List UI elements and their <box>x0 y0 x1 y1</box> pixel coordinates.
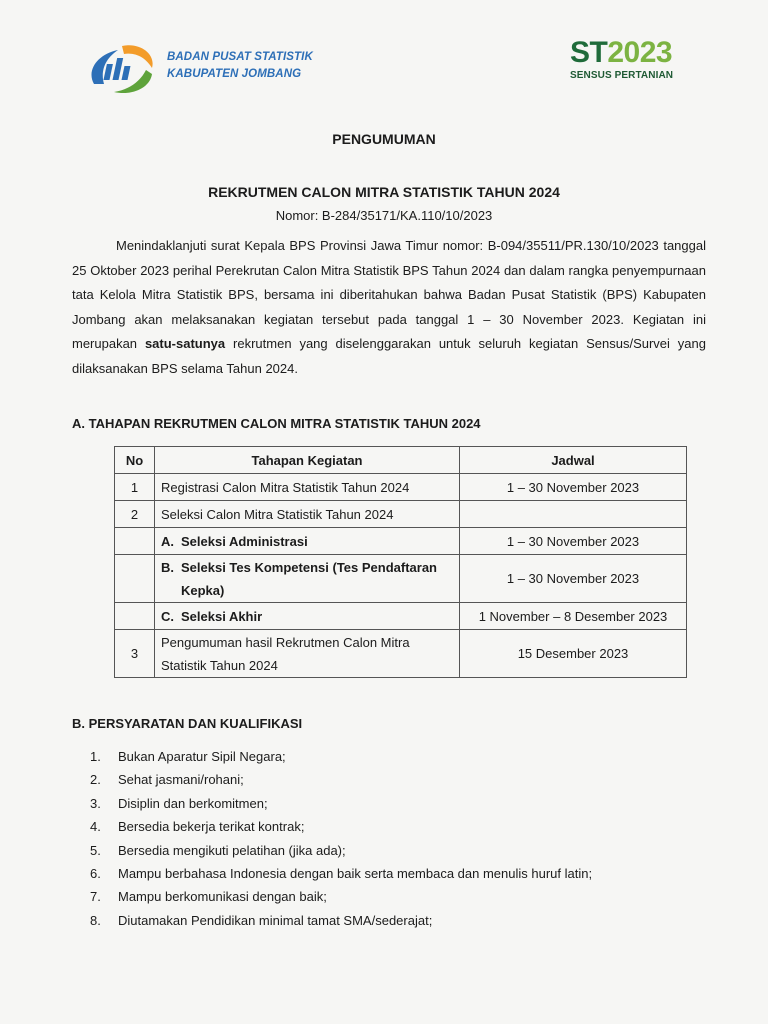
st2023-subtitle: SENSUS PERTANIAN <box>570 70 674 81</box>
letter-number: Nomor: B-284/35171/KA.110/10/2023 <box>275 208 493 223</box>
row-kegiatan: Pengumuman hasil Rekrutmen Calon Mitra Statistik Tahun 2024 <box>155 630 460 678</box>
intro-text-after: rekrutmen yang diselenggarakan untuk seluruh kegiatan Sensus/Survei yang dilaksanakan BPS selama Tahun 2024. <box>72 336 706 376</box>
row-no <box>115 528 155 555</box>
requirements-list <box>90 745 592 932</box>
table-row <box>115 630 687 678</box>
bps-name-line1: BADAN PUSAT STATISTIK <box>167 51 313 63</box>
list-item: 2. Sehat jasmani/rohani; <box>90 772 244 788</box>
column-header-kegiatan: Tahapan Kegiatan <box>155 447 460 474</box>
row-kegiatan: B. Seleksi Tes Kompetensi (Tes Pendaftaran Kepka) <box>155 555 460 603</box>
table-row <box>115 603 687 630</box>
row-no: 3 <box>115 630 155 678</box>
table-row <box>115 528 687 555</box>
row-jadwal <box>460 501 687 528</box>
bps-logo-icon <box>88 40 158 96</box>
list-item: 5. Bersedia mengikuti pelatihan (jika ada); <box>90 842 346 858</box>
row-jadwal: 1 – 30 November 2023 <box>460 474 687 501</box>
list-item: 1. Bukan Aparatur Sipil Negara; <box>90 749 286 764</box>
column-header-no: No <box>115 447 155 474</box>
list-item: 4. Bersedia bekerja terikat kontrak; <box>90 819 305 835</box>
intro-paragraph <box>72 234 706 382</box>
row-no: 1 <box>115 474 155 501</box>
st2023-wordmark: ST2023 <box>570 36 673 69</box>
row-kegiatan: Seleksi Calon Mitra Statistik Tahun 2024 <box>155 501 460 528</box>
announcement-subtitle: REKRUTMEN CALON MITRA STATISTIK TAHUN 2024 <box>208 184 560 200</box>
intro-emphasis: satu-satunya <box>144 336 226 352</box>
section-b-title: B. PERSYARATAN DAN KUALIFIKASI <box>72 716 303 731</box>
row-kegiatan: C. Seleksi Akhir <box>155 603 460 630</box>
table-row <box>115 501 687 528</box>
row-jadwal: 1 – 30 November 2023 <box>460 528 687 555</box>
row-kegiatan: A. Seleksi Administrasi <box>155 528 460 555</box>
schedule-table <box>114 446 687 678</box>
intro-text-before: Menindaklanjuti surat Kepala BPS Provinsi Jawa Timur nomor: B-094/35511/PR.130/10/2023 tanggal 25 Oktober 2023 perihal Perekrutan Calon Mitra Statistik BPS Tahun 2024 dan dalam rangka penyempurnaan tata Kelola Mitra Statistik BPS, bersama ini diberitahukan bahwa Badan Pusat Statistik (BPS) Kabupaten Jombang akan melaksanakan kegiatan tersebut pada tanggal 1 – 30 November 2023. Kegiatan ini merupakan <box>72 238 706 352</box>
row-no <box>115 555 155 603</box>
table-row <box>115 555 687 603</box>
row-kegiatan: Registrasi Calon Mitra Statistik Tahun 2024 <box>155 474 460 501</box>
row-jadwal: 1 – 30 November 2023 <box>460 555 687 603</box>
st2023-logo <box>570 38 700 81</box>
list-item: 3. Disiplin dan berkomitmen; <box>90 795 268 811</box>
row-jadwal: 1 November – 8 Desember 2023 <box>460 603 687 630</box>
row-jadwal: 15 Desember 2023 <box>460 630 687 678</box>
list-item: 7. Mampu berkomunikasi dengan baik; <box>90 889 327 905</box>
announcement-title: PENGUMUMAN <box>332 131 436 147</box>
bps-name-line2: KABUPATEN JOMBANG <box>167 68 302 80</box>
list-item: 8. Diutamakan Pendidikan minimal tamat SMA/sederajat; <box>90 912 433 928</box>
section-a-title: A. TAHAPAN REKRUTMEN CALON MITRA STATISTIK TAHUN 2024 <box>72 416 481 431</box>
list-item: 6. Mampu berbahasa Indonesia dengan baik serta membaca dan menulis huruf latin; <box>90 865 593 881</box>
row-no: 2 <box>115 501 155 528</box>
row-no <box>115 603 155 630</box>
column-header-jadwal: Jadwal <box>460 447 687 474</box>
table-header-row <box>115 447 687 474</box>
bps-name <box>167 49 313 83</box>
table-row <box>115 474 687 501</box>
